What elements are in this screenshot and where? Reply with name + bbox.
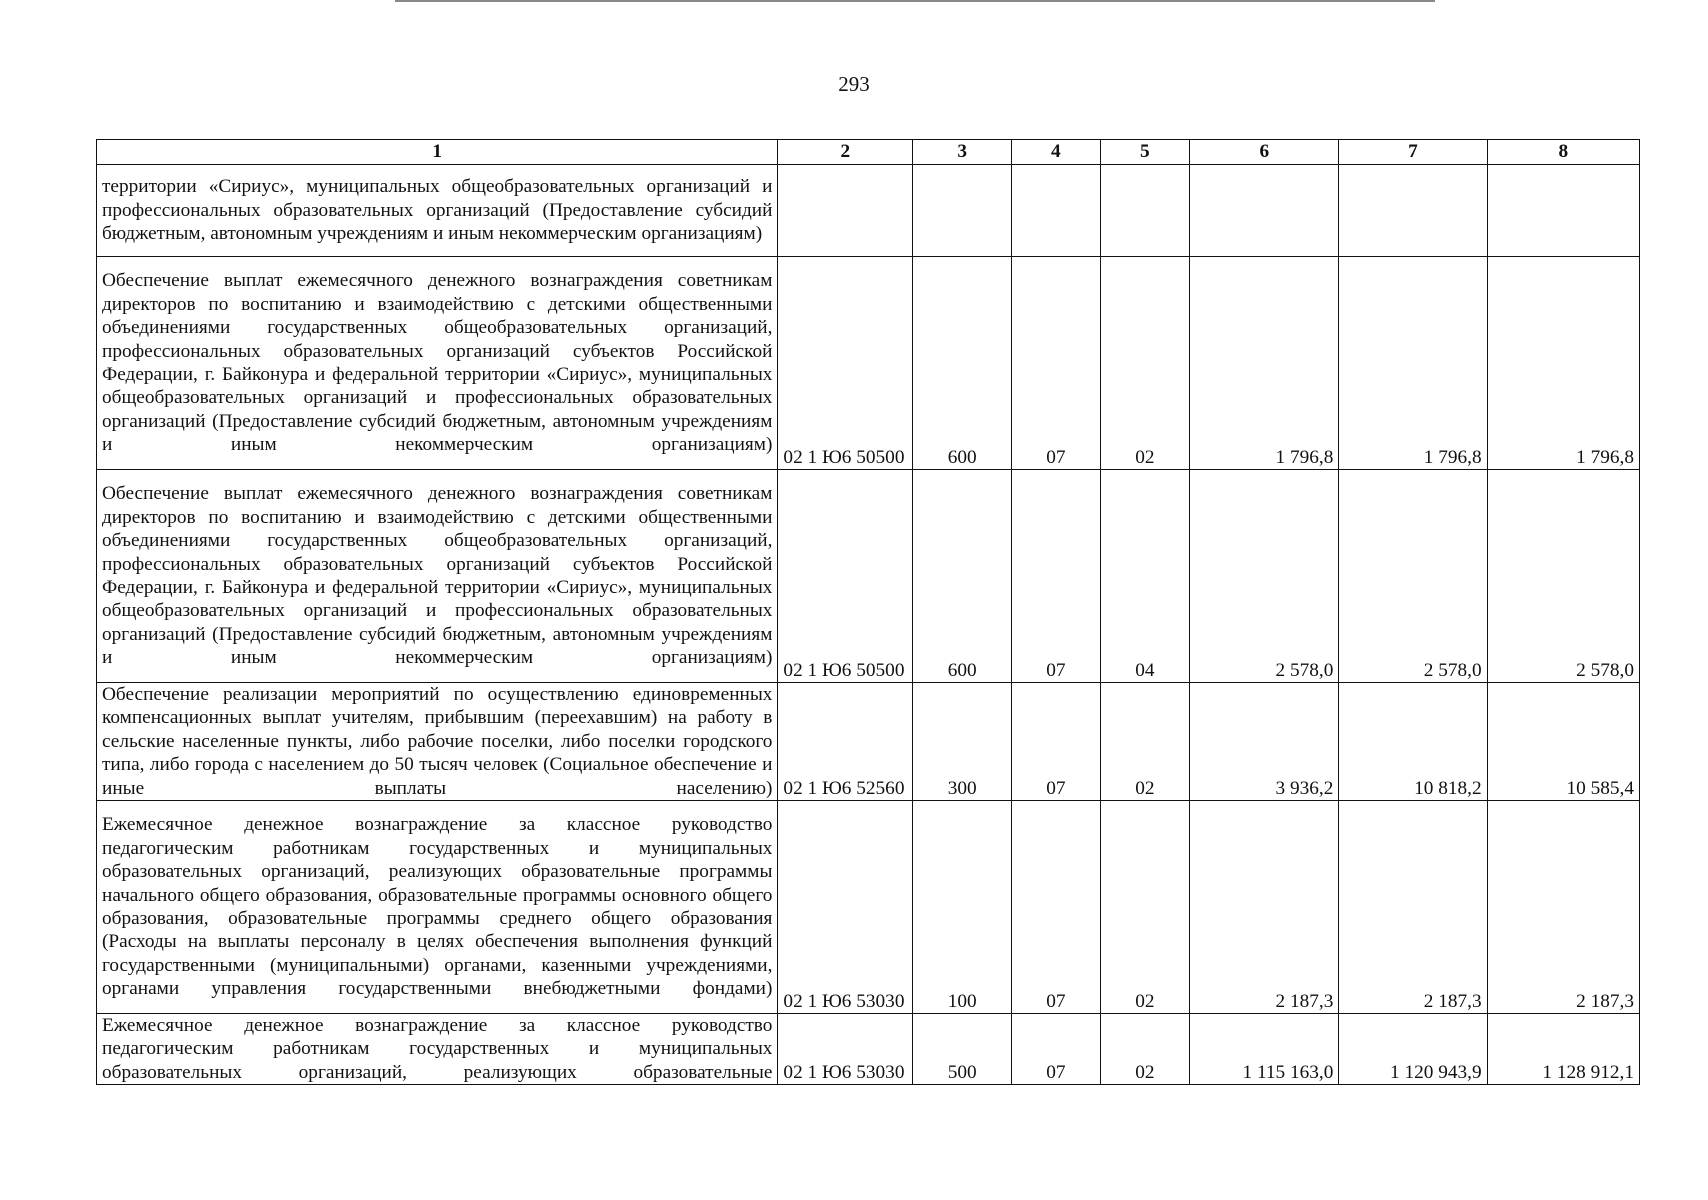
target-article-code: 02 1 Ю6 52560 bbox=[778, 683, 913, 801]
expense-type: 100 bbox=[913, 801, 1012, 1014]
amount-year-1: 1 796,8 bbox=[1190, 257, 1339, 470]
amount-year-3 bbox=[1487, 165, 1639, 257]
amount-year-2: 2 187,3 bbox=[1339, 801, 1487, 1014]
target-article-code: 02 1 Ю6 50500 bbox=[778, 470, 913, 683]
table-row bbox=[97, 683, 1640, 801]
target-article-code: 02 1 Ю6 53030 bbox=[778, 1014, 913, 1085]
subsection: 02 bbox=[1100, 1014, 1190, 1085]
col-header-1: 1 bbox=[97, 140, 778, 165]
table-row bbox=[97, 470, 1640, 683]
amount-year-3: 2 578,0 bbox=[1487, 470, 1639, 683]
row-description: Ежемесячное денежное вознаграждение за классное руководство педагогическим работникам государственных и муниципальных образовательных организаций, реализующих образовательные программы начального общего образования, образовательные программы основного общего образования, образовательные программы среднего общего образования (Расходы на выплаты персоналу в целях обеспечения выполнения функций государственными (муниципальными) органами, казенными учреждениями, органами управления государственными внебюджетными фондами) bbox=[97, 801, 778, 1014]
target-article-code bbox=[778, 165, 913, 257]
table-row bbox=[97, 257, 1640, 470]
subsection: 02 bbox=[1100, 801, 1190, 1014]
row-description: Обеспечение выплат ежемесячного денежного вознаграждения советникам директоров по воспитанию и взаимодействию с детскими общественными объединениями государственных общеобразовательных организаций, профессиональных образовательных организаций субъектов Российской Федерации, г. Байконура и федеральной территории «Сириус», муниципальных общеобразовательных организаций и профессиональных образовательных организаций (Предоставление субсидий бюджетным, автономным учреждениям и иным некоммерческим организациям) bbox=[97, 257, 778, 470]
expense-type: 500 bbox=[913, 1014, 1012, 1085]
row-description: Ежемесячное денежное вознаграждение за классное руководство педагогическим работникам государственных и муниципальных образовательных организаций, реализующих образовательные bbox=[97, 1014, 778, 1085]
amount-year-3: 1 128 912,1 bbox=[1487, 1014, 1639, 1085]
section: 07 bbox=[1012, 801, 1101, 1014]
section: 07 bbox=[1012, 257, 1101, 470]
subsection: 04 bbox=[1100, 470, 1190, 683]
amount-year-1 bbox=[1190, 165, 1339, 257]
amount-year-2 bbox=[1339, 165, 1487, 257]
section bbox=[1012, 165, 1101, 257]
top-rule bbox=[395, 0, 1435, 2]
amount-year-3: 2 187,3 bbox=[1487, 801, 1639, 1014]
amount-year-2: 1 120 943,9 bbox=[1339, 1014, 1487, 1085]
row-description: территории «Сириус», муниципальных общеобразовательных организаций и профессиональных образовательных организаций (Предоставление субсидий бюджетным, автономным учреждениям и иным некоммерческим организациям) bbox=[97, 165, 778, 257]
expense-type: 300 bbox=[913, 683, 1012, 801]
amount-year-2: 2 578,0 bbox=[1339, 470, 1487, 683]
subsection bbox=[1100, 165, 1190, 257]
page-number: 293 bbox=[838, 72, 870, 96]
col-header-5: 5 bbox=[1100, 140, 1190, 165]
expense-type bbox=[913, 165, 1012, 257]
col-header-6: 6 bbox=[1190, 140, 1339, 165]
row-description: Обеспечение выплат ежемесячного денежного вознаграждения советникам директоров по воспитанию и взаимодействию с детскими общественными объединениями государственных общеобразовательных организаций, профессиональных образовательных организаций субъектов Российской Федерации, г. Байконура и федеральной территории «Сириус», муниципальных общеобразовательных организаций и профессиональных образовательных организаций (Предоставление субсидий бюджетным, автономным учреждениям и иным некоммерческим организациям) bbox=[97, 470, 778, 683]
target-article-code: 02 1 Ю6 50500 bbox=[778, 257, 913, 470]
amount-year-1: 3 936,2 bbox=[1190, 683, 1339, 801]
section: 07 bbox=[1012, 683, 1101, 801]
amount-year-3: 10 585,4 bbox=[1487, 683, 1639, 801]
amount-year-1: 1 115 163,0 bbox=[1190, 1014, 1339, 1085]
subsection: 02 bbox=[1100, 257, 1190, 470]
amount-year-2: 10 818,2 bbox=[1339, 683, 1487, 801]
header-row bbox=[97, 140, 1640, 165]
subsection: 02 bbox=[1100, 683, 1190, 801]
col-header-4: 4 bbox=[1012, 140, 1101, 165]
amount-year-1: 2 187,3 bbox=[1190, 801, 1339, 1014]
row-description: Обеспечение реализации мероприятий по осуществлению единовременных компенсационных выплат учителям, прибывшим (переехавшим) на работу в сельские населенные пункты, либо рабочие поселки, либо поселки городского типа, либо города с населением до 50 тысяч человек (Социальное обеспечение и иные выплаты населению) bbox=[97, 683, 778, 801]
table-row bbox=[97, 165, 1640, 257]
amount-year-1: 2 578,0 bbox=[1190, 470, 1339, 683]
expense-type: 600 bbox=[913, 257, 1012, 470]
col-header-2: 2 bbox=[778, 140, 913, 165]
col-header-8: 8 bbox=[1487, 140, 1639, 165]
col-header-3: 3 bbox=[913, 140, 1012, 165]
target-article-code: 02 1 Ю6 53030 bbox=[778, 801, 913, 1014]
amount-year-3: 1 796,8 bbox=[1487, 257, 1639, 470]
table-row bbox=[97, 1014, 1640, 1085]
amount-year-2: 1 796,8 bbox=[1339, 257, 1487, 470]
section: 07 bbox=[1012, 1014, 1101, 1085]
col-header-7: 7 bbox=[1339, 140, 1487, 165]
expense-type: 600 bbox=[913, 470, 1012, 683]
section: 07 bbox=[1012, 470, 1101, 683]
table-row bbox=[97, 801, 1640, 1014]
budget-table bbox=[96, 139, 1640, 1085]
